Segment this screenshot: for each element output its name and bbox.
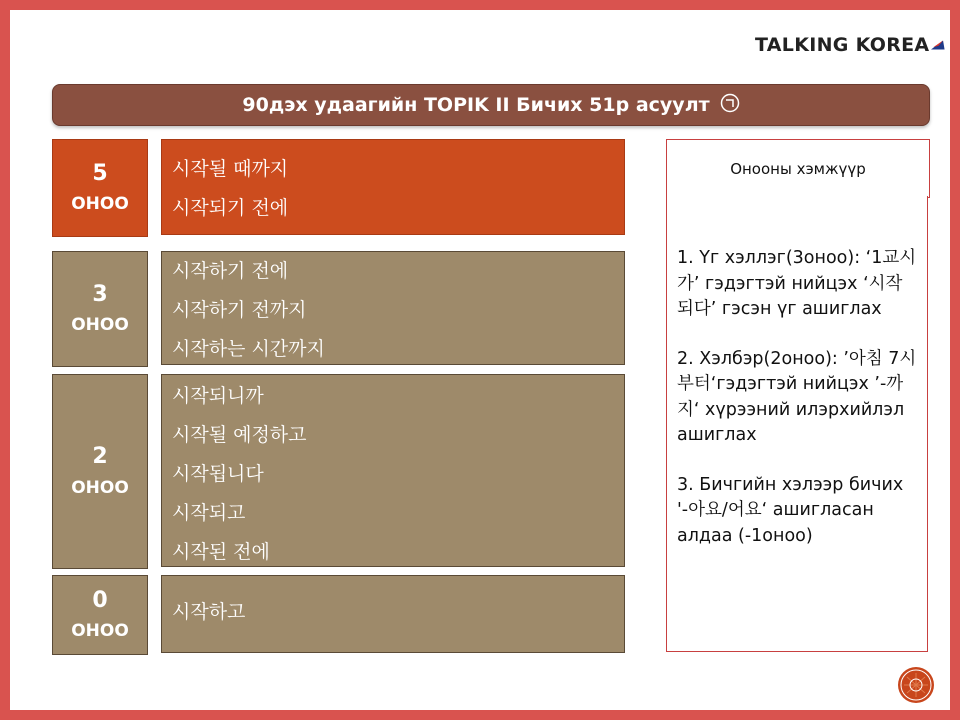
rubric-item: 3. Бичгийн хэлээр бичих '-아요/어요‘ ашигласан алдаа (-1оноо) bbox=[677, 474, 904, 546]
slide bbox=[10, 10, 950, 710]
rubric-item: 1. Үг хэллэг(3оноо): ‘1교시가’ гэдэгтэй нийцэх ‘시작되다’ гэсэн үг ашиглах bbox=[677, 248, 917, 319]
score-unit: ОНОО bbox=[71, 194, 129, 215]
score-value: 0 bbox=[92, 587, 108, 613]
title-text: 90дэх удаагийн TOPIK II Бичих 51р асуулт bbox=[242, 94, 710, 116]
score-unit: ОНОО bbox=[71, 477, 129, 498]
decorative-stamp-icon bbox=[897, 666, 935, 704]
answer-item: 시작될 예정하고 bbox=[172, 424, 307, 446]
answer-item: 시작하기 전에 bbox=[172, 260, 289, 282]
score-unit: ОНОО bbox=[71, 621, 129, 642]
answer-item: 시작되니까 bbox=[172, 385, 264, 407]
answer-item: 시작될 때까지 bbox=[172, 158, 289, 180]
circled-letter-icon bbox=[720, 93, 740, 118]
score-box-0 bbox=[52, 575, 148, 655]
rubric-header-text: Онооны хэмжүүр bbox=[730, 159, 866, 178]
talking-korea-logo bbox=[755, 31, 945, 59]
answer-item: 시작하고 bbox=[172, 601, 246, 623]
logo-flag-icon bbox=[931, 37, 945, 53]
answer-item: 시작하는 시간까지 bbox=[172, 338, 325, 360]
answer-box-2 bbox=[161, 374, 625, 567]
answer-box-0 bbox=[161, 575, 625, 653]
score-value: 5 bbox=[92, 160, 108, 186]
rubric-item: 2. Хэлбэр(2оноо): ’아침 7시부터‘гэдэгтэй нийцэх ’-까지‘ хүрээний илэрхийлэл ашиглах bbox=[677, 348, 917, 445]
answer-box-5 bbox=[161, 139, 625, 235]
score-value: 2 bbox=[92, 444, 108, 470]
answer-item: 시작되기 전에 bbox=[172, 197, 289, 219]
score-box-2 bbox=[52, 374, 148, 569]
score-box-5 bbox=[52, 139, 148, 237]
score-value: 3 bbox=[92, 281, 108, 307]
score-unit: ОНОО bbox=[71, 315, 129, 336]
rubric-header bbox=[666, 139, 930, 198]
answer-item: 시작된 전에 bbox=[172, 541, 270, 563]
rubric-body bbox=[666, 196, 928, 652]
page-title bbox=[52, 84, 930, 126]
answer-item: 시작되고 bbox=[172, 502, 246, 524]
logo-text: TALKING KOREA bbox=[755, 34, 930, 56]
score-box-3 bbox=[52, 251, 148, 367]
answer-box-3 bbox=[161, 251, 625, 365]
answer-item: 시작됩니다 bbox=[172, 463, 264, 485]
answer-item: 시작하기 전까지 bbox=[172, 299, 307, 321]
